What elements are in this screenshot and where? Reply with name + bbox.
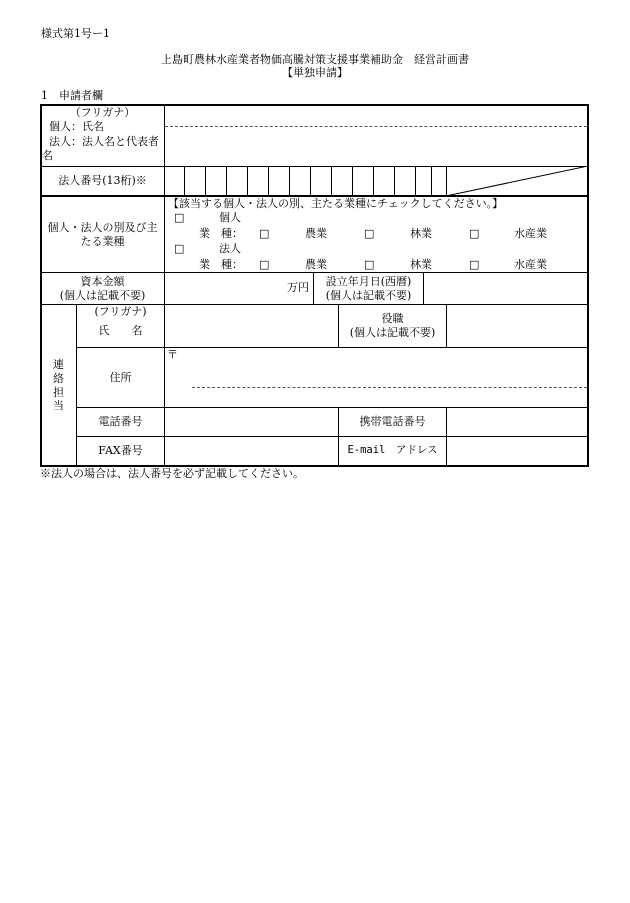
individual-label: 個人 xyxy=(219,211,241,224)
fax-label: FAX番号 xyxy=(98,444,143,458)
forestry-label: 林業 xyxy=(410,227,432,240)
corporate-name-label-cont: 名 xyxy=(42,149,53,162)
corp-number-label: 法人番号(13桁)※ xyxy=(58,174,147,188)
established-date-label xyxy=(314,273,423,304)
digit-box-line xyxy=(431,167,432,195)
capital-unit: 万円 xyxy=(287,281,309,294)
corporation-forestry-checkbox[interactable]: □ xyxy=(364,258,375,271)
furigana-dashed-line xyxy=(165,126,587,127)
contact-side-char: 絡 xyxy=(53,371,64,385)
form-id: 様式第1号ー1 xyxy=(41,27,110,40)
industry-instruction: 【該当する個人・法人の別、主たる業種にチェックしてください。】 xyxy=(168,197,504,210)
agriculture-label: 農業 xyxy=(305,258,327,271)
digit-box-line xyxy=(331,167,332,195)
frame-right xyxy=(587,104,589,467)
diagonal-strike xyxy=(446,166,588,196)
industry-label xyxy=(41,197,164,272)
postal-mark: 〒 xyxy=(167,348,178,361)
col-line xyxy=(164,105,165,304)
contact-side-label xyxy=(41,305,76,466)
col-line xyxy=(446,408,447,466)
position-label-line1: 役職 xyxy=(381,312,404,326)
established-date-line1: 設立年月日(西暦) xyxy=(325,274,412,288)
email-label: E-mail アドレス xyxy=(347,444,438,457)
digit-box-line xyxy=(310,167,311,195)
established-date-line2: (個人は記載不要) xyxy=(325,288,412,302)
position-label xyxy=(339,305,446,347)
furigana-label: （フリガナ） xyxy=(69,106,136,119)
individual-checkbox[interactable]: □ xyxy=(174,211,185,224)
individual-agriculture-checkbox[interactable]: □ xyxy=(259,227,270,240)
digit-box-line xyxy=(352,167,353,195)
document-subtitle: 【単独申請】 xyxy=(282,66,348,79)
forestry-label: 林業 xyxy=(410,258,432,271)
corporation-label: 法人 xyxy=(219,242,241,255)
digit-box-line xyxy=(394,167,395,195)
contact-name-label: 氏 名 xyxy=(98,324,143,337)
corporation-checkbox[interactable]: □ xyxy=(174,242,185,255)
individual-forestry-checkbox[interactable]: □ xyxy=(364,227,375,240)
digit-box-line xyxy=(268,167,269,195)
section-heading: 1 申請者欄 xyxy=(41,89,103,102)
industry-type-label: 業 種： xyxy=(199,258,243,271)
digit-box-line xyxy=(373,167,374,195)
col-line xyxy=(164,305,165,466)
document-title: 上島町農林水産業者物価高騰対策支援事業補助金 経営計画書 xyxy=(161,53,469,66)
col-line xyxy=(446,305,447,347)
address-dashed-line xyxy=(192,387,587,388)
corporation-agriculture-checkbox[interactable]: □ xyxy=(259,258,270,271)
corporation-fisheries-checkbox[interactable]: □ xyxy=(469,258,480,271)
position-label-line2: (個人は記載不要) xyxy=(349,326,436,339)
industry-type-label: 業 種： xyxy=(199,227,243,240)
digit-box-line xyxy=(289,167,290,195)
industry-label-line1: 個人・法人の別及び主 xyxy=(47,220,158,234)
corporate-name-label: 法人：法人名と代表者 xyxy=(49,135,159,148)
digit-box-line xyxy=(226,167,227,195)
mobile-label: 携帯電話番号 xyxy=(359,415,426,429)
capital-label-line2: (個人は記載不要) xyxy=(59,288,146,302)
individual-fisheries-checkbox[interactable]: □ xyxy=(469,227,480,240)
digit-box-line xyxy=(415,167,416,195)
col-line xyxy=(423,273,424,304)
capital-label xyxy=(41,273,164,304)
individual-name-label: 個人：氏名 xyxy=(49,120,104,133)
digit-box-line xyxy=(184,167,185,195)
digit-box-line xyxy=(247,167,248,195)
contact-side-char: 連 xyxy=(53,358,64,371)
contact-side-char: 担 xyxy=(53,385,64,399)
capital-label-line1: 資本金額 xyxy=(80,274,125,288)
contact-furigana-label: (フリガナ) xyxy=(94,305,147,318)
furigana-input[interactable] xyxy=(165,115,587,116)
agriculture-label: 農業 xyxy=(305,227,327,240)
fisheries-label: 水産業 xyxy=(514,258,547,271)
industry-label-line2: たる業種 xyxy=(80,234,125,248)
contact-side-char: 当 xyxy=(53,399,64,413)
address-label: 住所 xyxy=(109,370,132,384)
phone-label: 電話番号 xyxy=(98,415,143,429)
fisheries-label: 水産業 xyxy=(514,227,547,240)
digit-box-line xyxy=(205,167,206,195)
footnote: ※法人の場合は、法人番号を必ず記載してください。 xyxy=(40,467,304,480)
